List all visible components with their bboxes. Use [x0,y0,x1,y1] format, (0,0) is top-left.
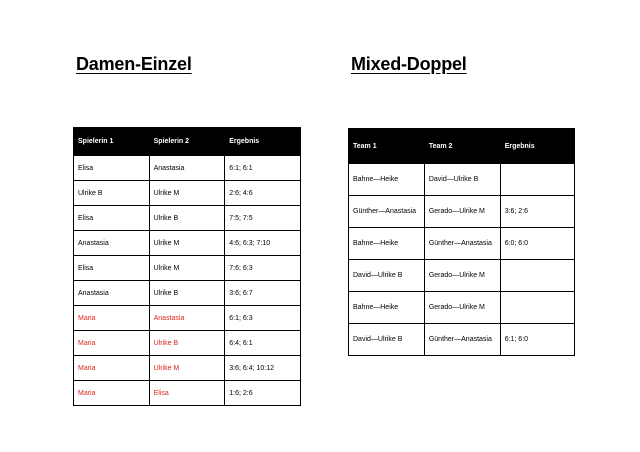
result-cell: 3:6; 6:7 [225,281,301,306]
result-cell: 3:6; 2:6 [500,196,574,228]
player-2-cell: Anastasia [149,306,225,331]
team-1-cell: David—Ulrike B [349,324,425,356]
table-header-row [74,128,301,156]
player-2-cell: Ulrike M [149,181,225,206]
table-row [74,181,301,206]
team-1-cell: David—Ulrike B [349,260,425,292]
table-row [349,164,575,196]
result-cell: 2:6; 4:6 [225,181,301,206]
player-2-cell: Anastasia [149,156,225,181]
player-1-cell: Elisa [74,156,150,181]
table-row [74,256,301,281]
team-2-cell: Günther—Anastasia [424,228,500,260]
player-1-cell: Maria [74,306,150,331]
player-2-cell: Ulrike B [149,331,225,356]
column-header-team-2: Team 2 [424,129,500,164]
result-cell: 6:1; 6:0 [500,324,574,356]
damen-einzel-table [73,127,301,406]
player-2-cell: Ulrike B [149,281,225,306]
mixed-doppel-table [348,128,575,356]
team-1-cell: Bahne—Heike [349,228,425,260]
player-2-cell: Ulrike B [149,206,225,231]
player-1-cell: Maria [74,356,150,381]
result-cell: 6:0; 6:0 [500,228,574,260]
table-row [349,260,575,292]
result-cell: 7:6; 6:3 [225,256,301,281]
result-cell [500,292,574,324]
damen-einzel-title: Damen-Einzel [76,54,192,74]
column-header-ergebnis: Ergebnis [500,129,574,164]
result-cell: 4:6; 6:3; 7:10 [225,231,301,256]
table-header-row [349,129,575,164]
column-header-ergebnis: Ergebnis [225,128,301,156]
player-2-cell: Ulrike M [149,256,225,281]
table-row [349,196,575,228]
table-row [74,156,301,181]
result-cell: 6:1; 6:3 [225,306,301,331]
table-row-highlighted [74,331,301,356]
table-row [74,206,301,231]
result-cell: 3:6; 6:4; 10:12 [225,356,301,381]
team-1-cell: Bahne—Heike [349,164,425,196]
column-header-spielerin-1: Spielerin 1 [74,128,150,156]
team-1-cell: Bahne—Heike [349,292,425,324]
player-2-cell: Elisa [149,381,225,406]
mixed-doppel-title: Mixed-Doppel [351,54,467,74]
team-2-cell: Günther—Anastasia [424,324,500,356]
column-header-team-1: Team 1 [349,129,425,164]
player-1-cell: Anastasia [74,231,150,256]
result-cell: 7:5; 7:5 [225,206,301,231]
player-1-cell: Elisa [74,256,150,281]
team-2-cell: Gerado—Ulrike M [424,260,500,292]
table-row [349,324,575,356]
result-cell: 6:4; 6:1 [225,331,301,356]
column-header-spielerin-2: Spielerin 2 [149,128,225,156]
player-1-cell: Ulrike B [74,181,150,206]
result-cell [500,164,574,196]
table-row [74,281,301,306]
result-cell: 6:1; 6:1 [225,156,301,181]
table-row [349,228,575,260]
player-2-cell: Ulrike M [149,356,225,381]
player-1-cell: Elisa [74,206,150,231]
table-row-highlighted [74,381,301,406]
team-2-cell: Gerado—Ulrike M [424,196,500,228]
table-row [74,231,301,256]
table-row-highlighted [74,306,301,331]
result-cell: 1:6; 2:6 [225,381,301,406]
player-1-cell: Maria [74,381,150,406]
player-1-cell: Anastasia [74,281,150,306]
player-2-cell: Ulrike M [149,231,225,256]
team-2-cell: David—Ulrike B [424,164,500,196]
team-1-cell: Günther—Anastasia [349,196,425,228]
result-cell [500,260,574,292]
table-row-highlighted [74,356,301,381]
table-row [349,292,575,324]
player-1-cell: Maria [74,331,150,356]
team-2-cell: Gerado—Ulrike M [424,292,500,324]
